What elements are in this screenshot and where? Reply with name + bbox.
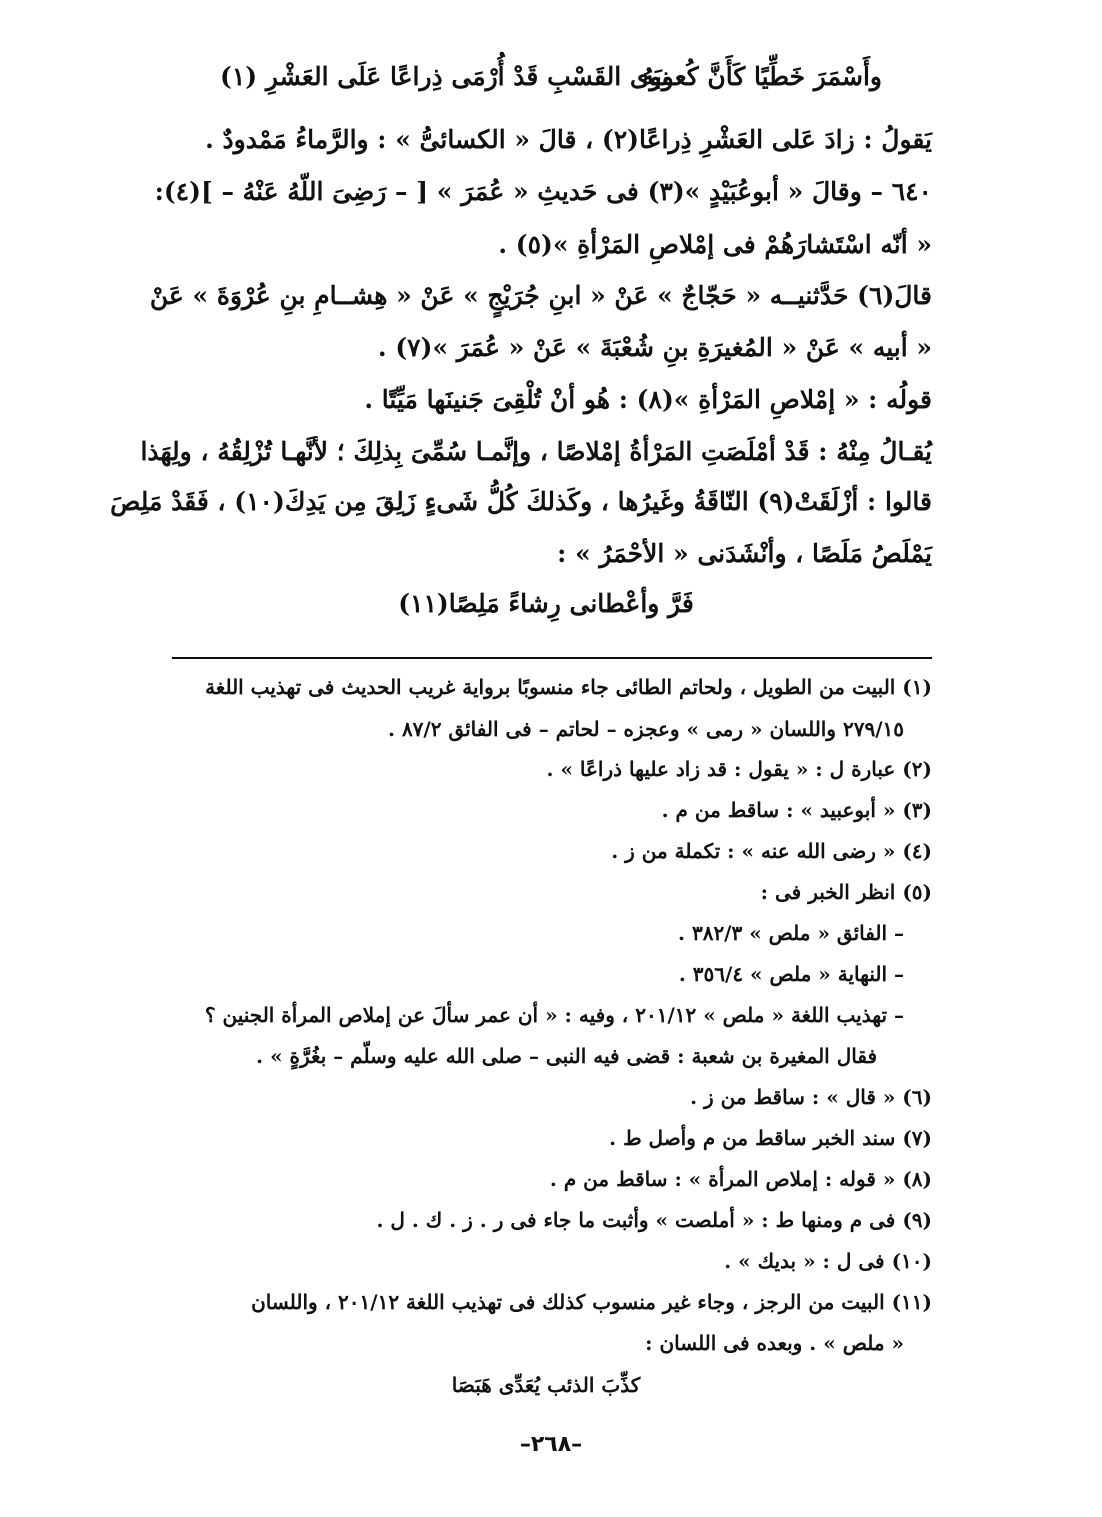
body-line: « أبيه » عَنْ « المُغيرَةِ بنِ شُعْبَةَ » عَنْ « عُمَرَ »(٧) . <box>377 333 932 362</box>
body-line: ٦٤٠ – وقالَ « أبوعُبَيْدٍ »(٣) فى حَديثِ « عُمَرَ » [ – رَضِىَ اللّهُ عَنْهُ – ](٤): <box>154 177 932 206</box>
page-number: –٢٦٨– <box>519 1432 583 1457</box>
footnote-line: (٨) « قوله : إملاص المرأة » : ساقط من م . <box>549 1167 932 1191</box>
footnote-line: (١٠) فى ل : « بديك » . <box>724 1249 932 1273</box>
footnote-line: « ملص » . وبعده فى اللسان : <box>645 1331 904 1355</box>
quoted-verse: فَرَّ وأعْطانى رِشاءً مَلِصًا(١١) <box>398 589 694 618</box>
body-line: يُقـالُ مِنْهُ : قَدْ أمْلَصَتِ المَرْأةُ إمْلاصًا ، وإنَّمـا سُمِّىَ بِذلِكَ ؛ لأنَّهـا تُزْلِقُهُ ، ولِهَذا <box>140 437 932 466</box>
opening-verse <box>160 62 932 102</box>
footnote-line: – النهاية « ملص » ٣٥٦/٤ . <box>678 962 904 986</box>
footnote-line: – تهذيب اللغة « ملص » ٢٠١/١٢ ، وفيه : « أن عمر سألَ عن إملاص المرأة الجنين ؟ <box>204 1003 904 1027</box>
footnote-line: (١) البيت من الطويل ، ولحاتم الطائى جاء منسوبًا برواية غريب الحديث فى تهذيب اللغة <box>205 675 932 699</box>
footnote-line: (١١) البيت من الرجز ، وجاء غير منسوب كذلك فى تهذيب اللغة ٢٠١/١٢ ، واللسان <box>251 1290 932 1314</box>
footnote-line: (٩) فى م ومنها ط : « أملصت » وأثبت ما جاء فى ر . ز . ك . ل . <box>376 1208 932 1232</box>
body-line: يَمْلَصُ مَلَصًا ، وأنْشَدَنى « الأحْمَرُ » : <box>557 539 932 568</box>
body-line: قولُه : « إمْلاصِ المَرْأةِ »(٨) : هُو أنْ تُلْقِىَ جَنينَها مَيِّتًا . <box>364 385 932 414</box>
footnote-line: (٣) « أبوعبيد » : ساقط من م . <box>661 798 932 822</box>
footnote-line: فقال المغيرة بن شعبة : قضى فيه النبى – صلى الله عليه وسلّم – بغُرَّةٍ » . <box>256 1044 877 1068</box>
verse-second-hemistich: نوى القَسْبِ قَدْ أُرْمَى ذِراعًا عَلَى العَشْرِ (١) <box>220 62 670 91</box>
footnote-line: (٦) « قال » : ساقط من ز . <box>690 1085 932 1109</box>
footnote-line: (٤) « رضى الله عنه » : تكملة من ز . <box>611 839 932 863</box>
body-line: قالَ(٦) حَدَّثنيــه « حَجّاجٌ » عَنْ « ابنِ جُرَيْجٍ » عَنْ « هِشــامِ بنِ عُرْوَةَ » عَنْ <box>149 281 932 310</box>
footnote-separator <box>172 657 932 659</box>
verse-first-hemistich: وأَسْمَرَ خَطِّيًا كَأَنَّ كُعوبَهُ <box>641 62 882 91</box>
footnote-line: – الفائق « ملص » ٣٨٢/٣ . <box>678 921 904 945</box>
footnote-line: (٥) انظر الخبر فى : <box>760 880 932 904</box>
body-line: « أنّه اسْتَشارَهُمْ فى إمْلاصِ المَرْأةِ »(٥) . <box>498 230 932 259</box>
body-line: قالوا : أزْلَقَتْ(٩) النّاقَةُ وغَيرُها ، وكَذلكَ كُلُّ شَىءٍ زَلِقَ مِن يَدِكَ(١٠) ، فَقَدْ مَلِصَ <box>110 487 932 516</box>
footnote-line: (٢) عبارة ل : « يقول : قد زاد عليها ذراعًا » . <box>546 757 932 781</box>
footnote-line: (٧) سند الخبر ساقط من م وأصل ط . <box>609 1126 932 1150</box>
footnote-line: ٢٧٩/١٥ واللسان « رمى » وعجزه – لحاتم – فى الفائق ٨٧/٢ . <box>388 717 904 741</box>
footnote-verse: كذِّبَ الذئب يُعَدِّى هَبَصَا <box>451 1373 641 1397</box>
body-line: يَقولُ : زادَ عَلى العَشْرِ ذِراعًا(٢) ، قالَ « الكسائىُّ » : والرَّماءُ مَمْدودٌ . <box>205 125 932 154</box>
